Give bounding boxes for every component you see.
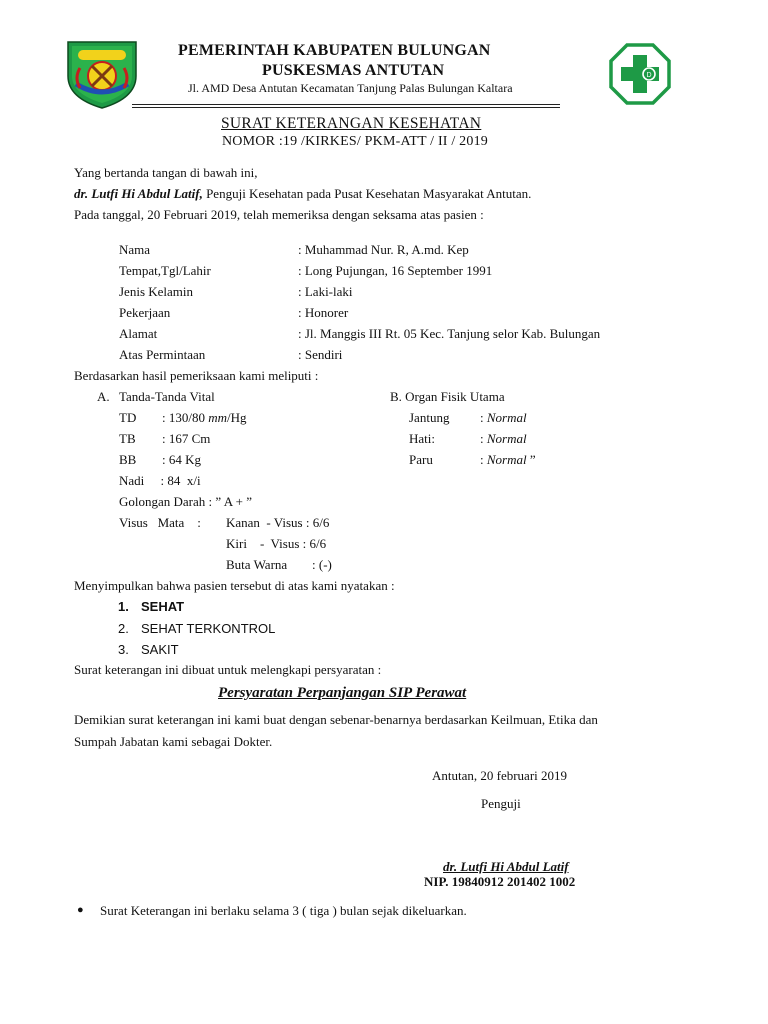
- green-cross-logo: [609, 43, 671, 105]
- organ-colon: :: [480, 410, 487, 425]
- patient-value-request: : Sendiri: [298, 347, 343, 362]
- regency-crest-logo: [62, 38, 142, 110]
- vitals-heading: Tanda-Tanda Vital: [119, 389, 215, 404]
- exam-date-line: Pada tanggal, 20 Februari 2019, telah memeriksa dengan seksama atas pasien :: [74, 207, 484, 222]
- government-name: PEMERINTAH KABUPATEN BULUNGAN: [178, 42, 491, 59]
- organ-result: Normal: [486, 452, 527, 467]
- patient-label-gender: Jenis Kelamin: [119, 284, 194, 299]
- purpose-intro: Surat keterangan ini dibuat untuk melengkapi persyaratan :: [74, 662, 382, 677]
- opening-line: Yang bertanda tangan di bawah ini,: [74, 165, 258, 180]
- doctor-role: Penguji Kesehatan pada Pusat Kesehatan Masyarakat Antutan.: [202, 186, 532, 201]
- td-label: TD: [119, 410, 137, 425]
- tb-label: TB: [119, 431, 136, 446]
- patient-label-request: Atas Permintaan: [119, 347, 206, 362]
- signature-nip: NIP. 19840912 201402 1002: [424, 874, 576, 889]
- td-value: [162, 410, 247, 426]
- color-blind-label: Buta Warna: [226, 557, 288, 572]
- patient-value-address: : Jl. Manggis III Rt. 05 Kec. Tanjung selor Kab. Bulungan: [298, 326, 601, 341]
- signature-place-date: Antutan, 20 februari 2019: [432, 768, 568, 783]
- organ-value-liver: [480, 431, 527, 447]
- organs-heading: B. Organ Fisik Utama: [390, 389, 505, 404]
- conclusion-sick: SAKIT: [141, 642, 179, 657]
- patient-value-gender: : Laki-laki: [298, 284, 353, 299]
- pulse-line: Nadi : 84 x/i: [119, 473, 201, 488]
- visus-right-eye: Kanan - Visus : 6/6: [226, 515, 330, 530]
- organ-colon: :: [480, 431, 487, 446]
- note-bullet-icon: ●: [77, 904, 84, 916]
- visus-left-eye: Kiri - Visus : 6/6: [226, 536, 327, 551]
- td-unit-suffix: /Hg: [227, 410, 247, 425]
- signature-name: dr. Lutfi Hi Abdul Latif: [443, 859, 569, 874]
- clinic-address: Jl. AMD Desa Antutan Kecamatan Tanjung Palas Bulungan Kaltara: [188, 81, 513, 95]
- patient-label-name: Nama: [119, 242, 151, 257]
- organ-label-heart: Jantung: [409, 410, 450, 425]
- bb-value: : 64 Kg: [162, 452, 201, 467]
- patient-label-address: Alamat: [119, 326, 158, 341]
- tb-value: : 167 Cm: [162, 431, 211, 446]
- validity-note: Surat Keterangan ini berlaku selama 3 ( tiga ) bulan sejak dikeluarkan.: [100, 903, 467, 918]
- conclusion-num-3: 3.: [118, 642, 129, 657]
- patient-value-name: : Muhammad Nur. R, A.md. Kep: [298, 242, 469, 257]
- conclusion-num-2: 2.: [118, 621, 129, 636]
- vitals-letter: A.: [97, 389, 110, 404]
- visus-label: Visus Mata :: [119, 515, 201, 530]
- organ-suffix: ”: [526, 452, 536, 467]
- patient-value-birth: : Long Pujungan, 16 September 1991: [298, 263, 493, 278]
- organ-label-liver: Hati:: [409, 431, 435, 446]
- clinic-name: PUSKESMAS ANTUTAN: [262, 62, 445, 79]
- blood-type-line: Golongan Darah : ” A + ”: [119, 494, 252, 509]
- conclusion-healthy: SEHAT: [141, 599, 185, 614]
- conclusion-controlled: SEHAT TERKONTROL: [141, 621, 276, 636]
- conclusion-intro: Menyimpulkan bahwa pasien tersebut di atas kami nyatakan :: [74, 578, 395, 593]
- exam-intro: Berdasarkan hasil pemeriksaan kami meliputi :: [74, 368, 319, 383]
- td-number: : 130/80: [162, 410, 209, 425]
- document-title: SURAT KETERANGAN KESEHATAN: [221, 115, 482, 132]
- header-rule-thick: [132, 104, 560, 105]
- conclusion-num-1: 1.: [118, 599, 129, 614]
- organ-colon: :: [480, 452, 487, 467]
- closing-line-2: Sumpah Jabatan kami sebagai Dokter.: [74, 734, 273, 749]
- header-rule-thin: [132, 107, 560, 108]
- organ-value-lung: [480, 452, 536, 468]
- td-unit: mm: [208, 410, 228, 425]
- bb-label: BB: [119, 452, 137, 467]
- patient-label-job: Pekerjaan: [119, 305, 171, 320]
- document-number: NOMOR :19 /KIRKES/ PKM-ATT / II / 2019: [222, 134, 488, 149]
- svg-text:D: D: [646, 72, 652, 79]
- organ-value-heart: [480, 410, 527, 426]
- organ-label-lung: Paru: [409, 452, 433, 467]
- organ-result: Normal: [486, 410, 527, 425]
- examiner-line: [74, 186, 531, 202]
- purpose-text: Persyaratan Perpanjangan SIP Perawat: [218, 685, 467, 701]
- signature-role: Penguji: [481, 796, 521, 811]
- color-blind-value: : (-): [312, 557, 332, 572]
- patient-value-job: : Honorer: [298, 305, 349, 320]
- closing-line-1: Demikian surat keterangan ini kami buat dengan sebenar-benarnya berdasarkan Keilmuan, Etika dan: [74, 712, 598, 727]
- patient-label-birth: Tempat,Tgl/Lahir: [119, 263, 211, 278]
- organ-result: Normal: [486, 431, 527, 446]
- doctor-name: dr. Lutfi Hi Abdul Latif,: [74, 186, 203, 201]
